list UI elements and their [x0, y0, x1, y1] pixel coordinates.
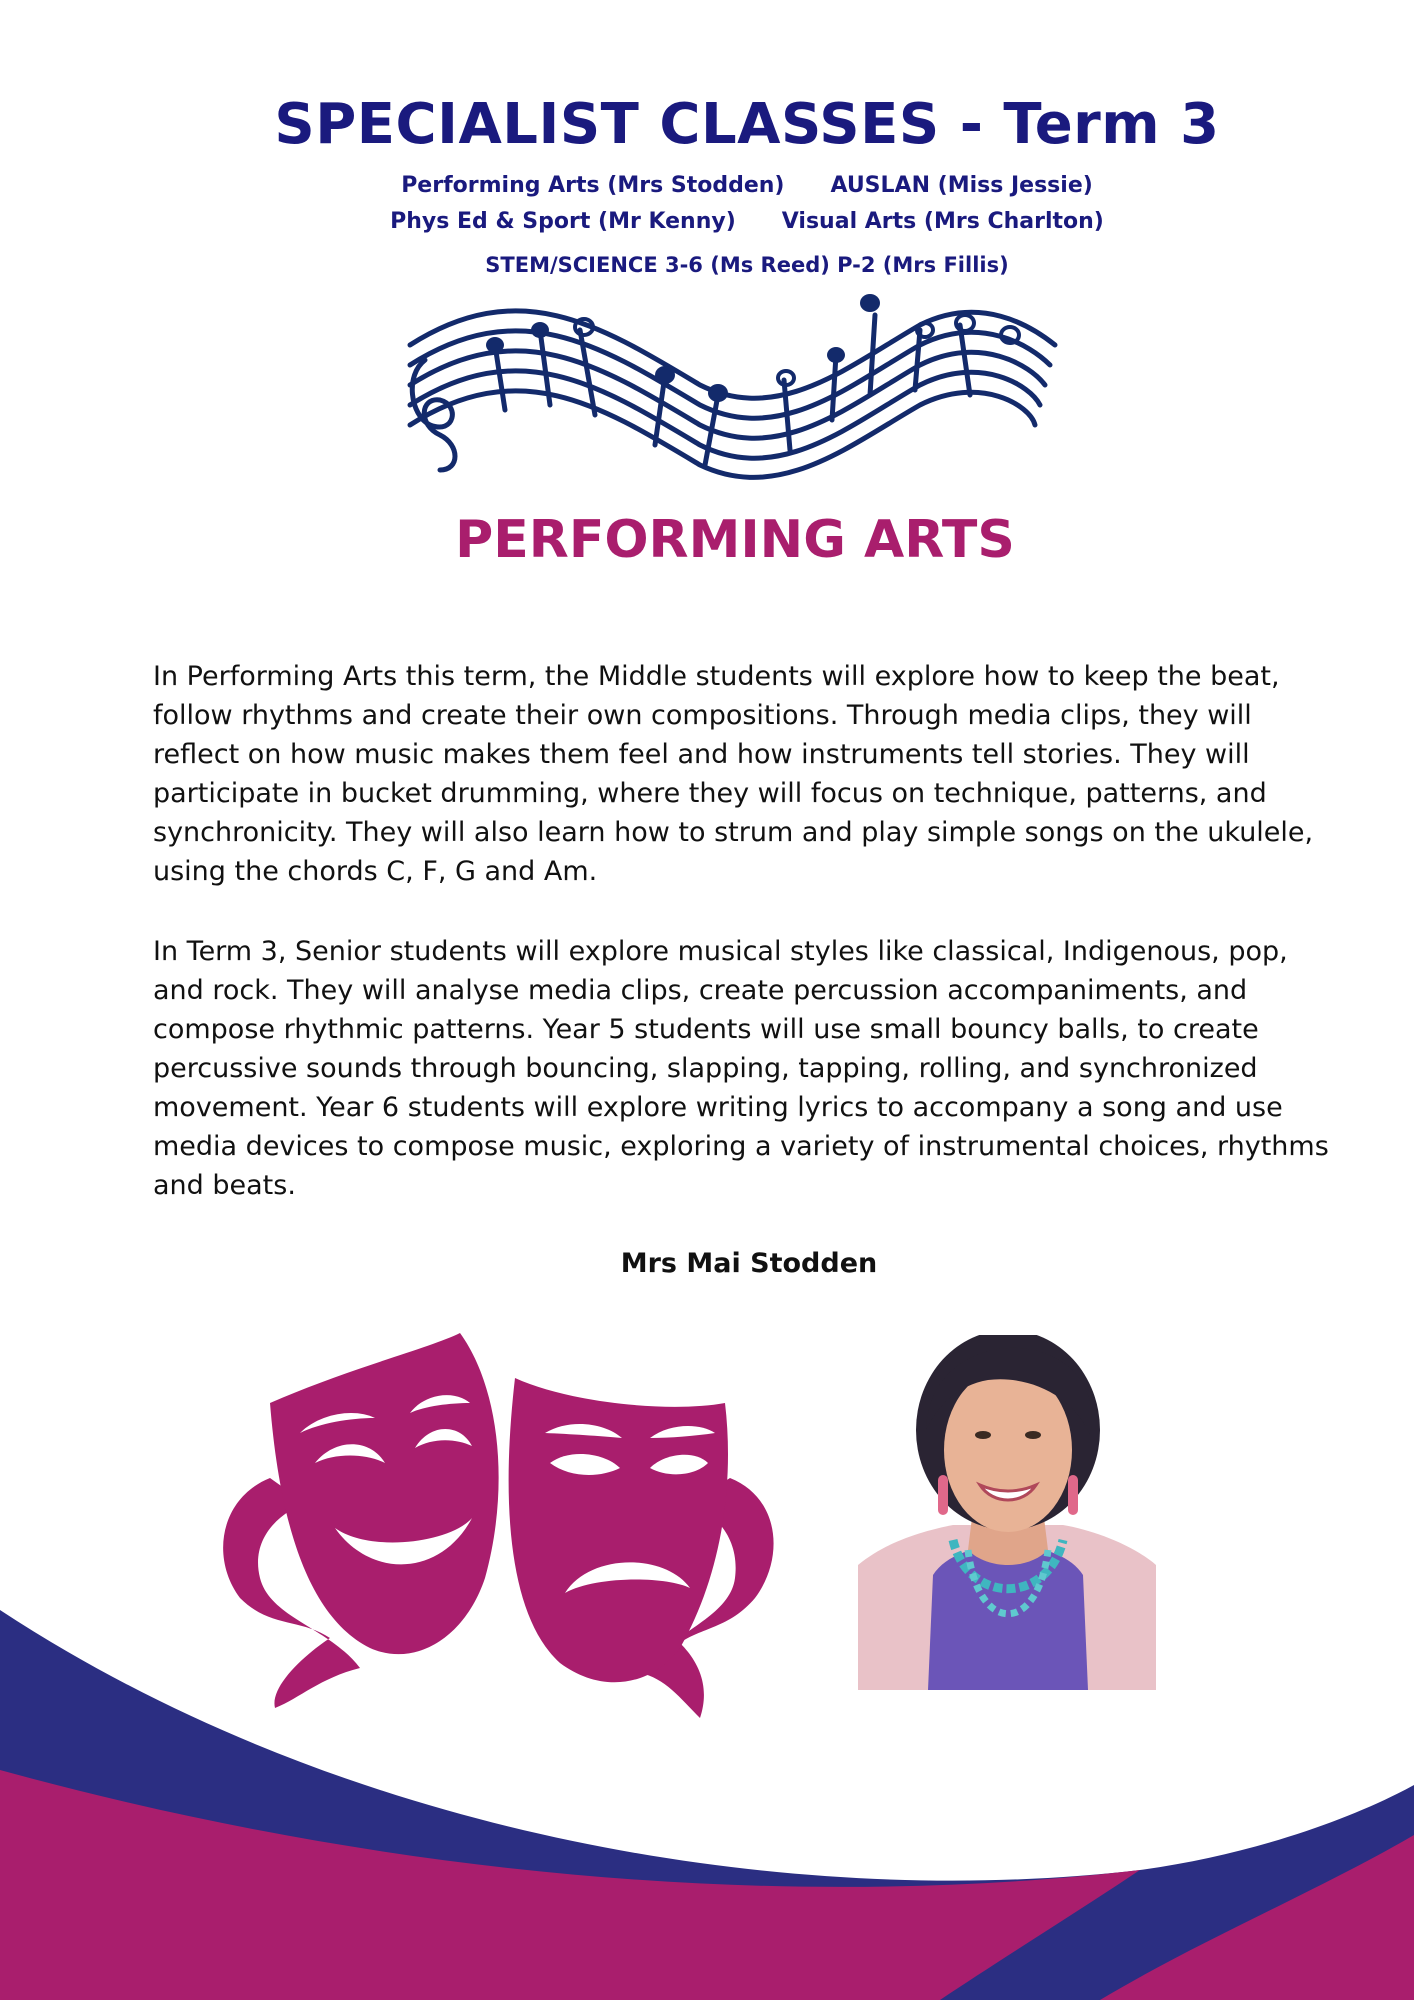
decorative-wave-footer	[0, 1580, 1414, 2000]
teacher-phys-ed: Phys Ed & Sport (Mr Kenny)	[390, 209, 736, 234]
teacher-visual-arts: Visual Arts (Mrs Charlton)	[781, 209, 1104, 234]
teacher-signature: Mrs Mai Stodden	[620, 1248, 878, 1279]
teacher-performing-arts: Performing Arts (Mrs Stodden)	[401, 173, 785, 198]
teacher-auslan: AUSLAN (Miss Jessie)	[830, 173, 1093, 198]
paragraph-senior-students: In Term 3, Senior students will explore musical styles like classical, Indigenous, pop, and rock. They will analyse media clips, create percussion accompaniments, and compose rhythmic patterns. Year 5 students will use small bouncy balls, to create percussive sounds through bouncing, slapping, tapping, rolling, and synchronized movement. Year 6 students will explore writing lyrics to accompany a song and use media devices to compose music, exploring a variety of instrumental choices, rhythms and beats.	[153, 936, 1329, 1201]
teacher-list-row-2	[0, 209, 1414, 234]
paragraph-middle-students: In Performing Arts this term, the Middle students will explore how to keep the beat, follow rhythms and create their own compositions. Through media clips, they will reflect on how music makes them feel and how instruments tell stories. They will participate in bucket drumming, where they will focus on technique, patterns, and synchronicity. They will also learn how to strum and play simple songs on the ukulele, using the chords C, F, G and Am.	[153, 661, 1314, 887]
music-staff-icon	[400, 285, 1070, 495]
teacher-list-row-1	[0, 173, 1414, 198]
section-heading: PERFORMING ARTS	[455, 510, 1015, 570]
page-title: SPECIALIST CLASSES - Term 3	[274, 92, 1220, 157]
teacher-list-row-3: STEM/SCIENCE 3-6 (Ms Reed) P-2 (Mrs Fillis)	[485, 253, 1009, 277]
